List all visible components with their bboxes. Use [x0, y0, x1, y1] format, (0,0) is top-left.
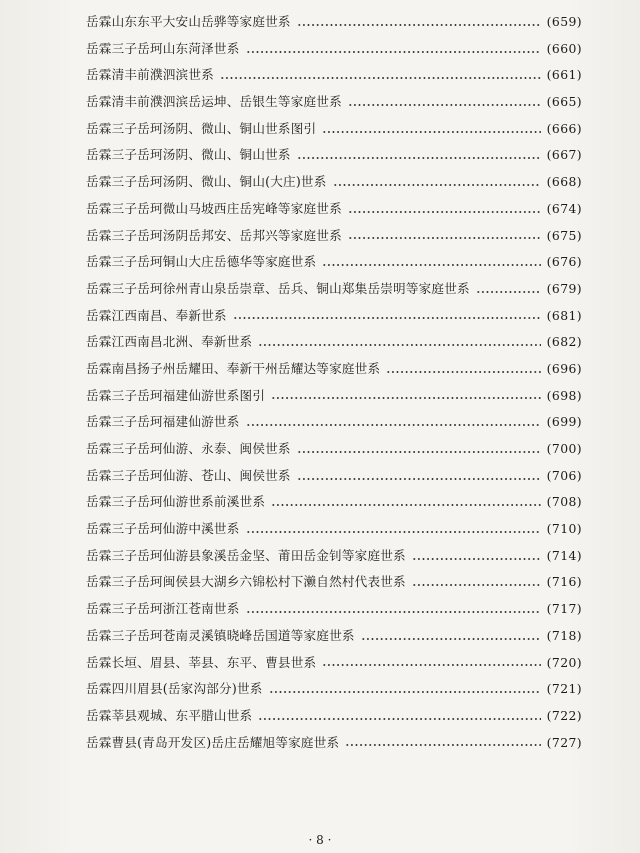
toc-entry: [86, 489, 582, 516]
toc-entry-page: (659): [546, 14, 582, 29]
toc-entry-title: 岳霖三子岳珂汤阴、微山、铜山世系: [86, 147, 291, 163]
dot-leader: [271, 397, 541, 399]
toc-entry-page: (676): [546, 254, 582, 270]
toc-entry-title: 岳霖江西南昌、奉新世系: [86, 307, 227, 323]
toc-entry-title: 岳霖三子岳珂福建仙游世系: [86, 414, 240, 430]
toc-entry: [86, 196, 582, 223]
toc-entry: [86, 676, 582, 703]
toc-entry-page: (668): [546, 174, 582, 190]
toc-entry-title: 岳霖长垣、眉县、莘县、东平、曹县世系: [86, 654, 317, 670]
dot-leader: [233, 317, 541, 319]
toc-entry-title: 岳霖三子岳珂微山马坡西庄岳宪峰等家庭世系: [86, 200, 342, 216]
table-of-contents: [86, 9, 582, 756]
toc-entry-title: 岳霖曹县(青岛开发区)岳庄岳耀旭等家庭世系: [86, 734, 340, 750]
toc-entry-title: 岳霖清丰前濮泗滨岳运坤、岳银生等家庭世系: [86, 94, 342, 110]
toc-entry-title: 岳霖清丰前濮泗滨世系: [86, 67, 214, 83]
dot-leader: [322, 131, 540, 133]
dot-leader: [348, 104, 541, 106]
toc-entry-page: (681): [546, 307, 582, 323]
dot-leader: [246, 424, 541, 426]
toc-entry: [86, 62, 582, 89]
toc-entry-title: 岳霖三子岳珂铜山大庄岳德华等家庭世系: [86, 254, 317, 270]
toc-entry-page: (708): [546, 494, 582, 510]
toc-entry-page: (667): [546, 147, 582, 163]
dot-leader: [246, 531, 541, 533]
toc-entry: [86, 703, 582, 730]
toc-entry: [86, 249, 582, 276]
toc-entry: [86, 409, 582, 436]
toc-entry-page: (679): [546, 280, 582, 296]
toc-entry-page: (665): [546, 94, 582, 110]
dot-leader: [322, 664, 540, 666]
toc-entry-title: 岳霖三子岳珂仙游、永泰、闽侯世系: [86, 441, 291, 456]
toc-entry: [86, 36, 582, 63]
toc-entry-title: 岳霖山东东平大安山岳骅等家庭世系: [86, 14, 291, 29]
toc-entry-page: (699): [546, 414, 582, 430]
toc-entry-page: (675): [546, 227, 582, 243]
dot-leader: [297, 157, 541, 159]
toc-entry: [86, 543, 582, 570]
toc-entry-page: (698): [546, 387, 582, 403]
dot-leader: [412, 584, 541, 586]
toc-entry-page: (714): [546, 547, 582, 563]
toc-entry: [86, 223, 582, 250]
toc-entry-title: 岳霖三子岳珂汤阴岳邦安、岳邦兴等家庭世系: [86, 227, 342, 243]
dot-leader: [246, 611, 541, 613]
dot-leader: [269, 691, 541, 693]
toc-entry-page: (666): [546, 120, 582, 136]
toc-entry-page: (718): [546, 627, 582, 643]
dot-leader: [412, 558, 541, 560]
toc-entry-title: 岳霖三子岳珂仙游、苍山、闽侯世系: [86, 467, 291, 483]
toc-entry-page: (710): [546, 521, 582, 537]
toc-entry-page: (720): [546, 654, 582, 670]
dot-leader: [297, 24, 541, 26]
toc-entry-title: 岳霖三子岳珂浙江苍南世系: [86, 601, 240, 617]
toc-entry-page: (727): [546, 734, 582, 750]
dot-leader: [333, 184, 541, 186]
toc-entry: [86, 169, 582, 196]
dot-leader: [361, 638, 541, 640]
toc-entry: [86, 9, 582, 36]
dot-leader: [297, 451, 541, 453]
toc-entry-title: 岳霖江西南昌北洲、奉新世系: [86, 334, 253, 350]
toc-entry-page: (722): [546, 707, 582, 723]
dot-leader: [258, 718, 540, 720]
toc-entry: [86, 730, 582, 757]
toc-entry-title: 岳霖莘县观城、东平腊山世系: [86, 707, 253, 723]
dot-leader: [246, 51, 541, 53]
toc-entry-title: 岳霖三子岳珂徐州青山泉岳崇章、岳兵、铜山郑集岳崇明等家庭世系: [86, 280, 470, 296]
toc-entry-page: (660): [546, 40, 582, 56]
dot-leader: [386, 371, 540, 373]
toc-entry-title: 岳霖三子岳珂福建仙游世系图引: [86, 387, 266, 403]
toc-entry-page: (682): [546, 334, 582, 350]
toc-entry: [86, 329, 582, 356]
toc-entry: [86, 569, 582, 596]
toc-entry-page: (696): [546, 360, 582, 376]
toc-entry-page: (721): [546, 681, 582, 697]
toc-entry-title: 岳霖三子岳珂汤阴、微山、铜山(大庄)世系: [86, 174, 327, 190]
toc-entry: [86, 142, 582, 169]
toc-entry: [86, 463, 582, 490]
dot-leader: [258, 344, 540, 346]
toc-entry-page: (716): [546, 574, 582, 590]
toc-entry: [86, 303, 582, 330]
dot-leader: [348, 237, 541, 239]
toc-entry-title: 岳霖三子岳珂汤阴、微山、铜山世系图引: [86, 120, 317, 136]
toc-entry: [86, 436, 582, 463]
toc-entry-page: (674): [546, 200, 582, 216]
toc-entry: [86, 516, 582, 543]
dot-leader: [322, 264, 540, 266]
toc-entry-title: 岳霖四川眉县(岳家沟部分)世系: [86, 681, 263, 697]
toc-entry: [86, 276, 582, 303]
toc-entry-page: (700): [546, 441, 582, 456]
toc-entry-title: 岳霖三子岳珂苍南灵溪镇晓峰岳国道等家庭世系: [86, 627, 355, 643]
toc-entry: [86, 383, 582, 410]
toc-entry: [86, 89, 582, 116]
toc-entry: [86, 596, 582, 623]
toc-entry-title: 岳霖南昌扬子州岳耀田、奉新干州岳耀达等家庭世系: [86, 360, 381, 376]
toc-entry-title: 岳霖三子岳珂仙游中溪世系: [86, 521, 240, 537]
toc-entry: [86, 623, 582, 650]
toc-entry-title: 岳霖三子岳珂山东菏泽世系: [86, 40, 240, 56]
toc-entry-title: 岳霖三子岳珂仙游世系前溪世系: [86, 494, 266, 510]
toc-entry: [86, 650, 582, 677]
toc-entry-page: (661): [546, 67, 582, 83]
toc-entry-page: (717): [546, 601, 582, 617]
toc-entry-title: 岳霖三子岳珂闽侯县大湖乡六锦松村下濑自然村代表世系: [86, 574, 406, 590]
dot-leader: [297, 478, 541, 480]
dot-leader: [476, 291, 541, 293]
toc-entry: [86, 116, 582, 143]
toc-entry-page: (706): [546, 467, 582, 483]
dot-leader: [345, 744, 540, 746]
dot-leader: [220, 77, 541, 79]
dot-leader: [271, 504, 541, 506]
dot-leader: [348, 211, 541, 213]
toc-entry: [86, 356, 582, 383]
toc-entry-title: 岳霖三子岳珂仙游县象溪岳金坚、莆田岳金钊等家庭世系: [86, 547, 406, 563]
page-number-footer: · 8 ·: [308, 833, 332, 847]
